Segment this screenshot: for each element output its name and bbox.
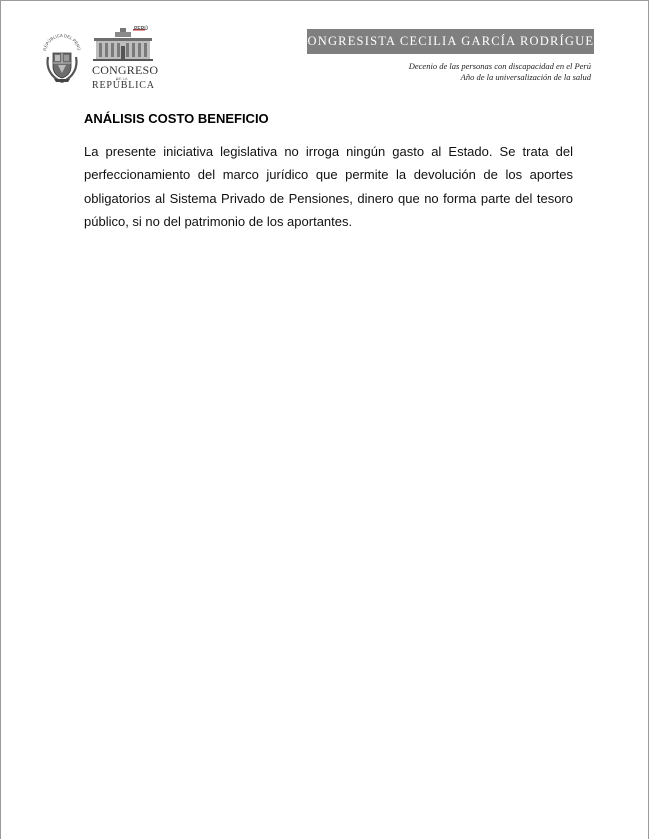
congreso-logo [90, 26, 159, 92]
logo-peru-label: PERÚ [134, 26, 148, 32]
congresswoman-banner: CONGRESISTA CECILIA GARCÍA RODRÍGUEZ [307, 29, 594, 54]
shield-text: REPÚBLICA DEL PERÚ [42, 33, 82, 52]
logo-de-la-label: DE LA [116, 76, 128, 81]
year-motto: Año de la universalización de la salud [460, 72, 591, 82]
body-paragraph: La presente iniciativa legislativa no irroga ningún gasto al Estado. Se trata del perfeccionamiento del marco jurídico que permite la devolución de los aportes obligatorios al Sistema Privado de Pensiones, dinero que no forma parte del tesoro público, si no del patrimonio de los aportantes. [84, 144, 573, 229]
logo-congreso-label: CONGRESO [92, 63, 159, 77]
coat-of-arms-icon [40, 33, 84, 85]
logo-republica-label: REPÚBLICA [92, 80, 155, 91]
section-heading: ANÁLISIS COSTO BENEFICIO [84, 111, 269, 126]
decade-motto: Decenio de las personas con discapacidad en el Perú [408, 61, 591, 71]
